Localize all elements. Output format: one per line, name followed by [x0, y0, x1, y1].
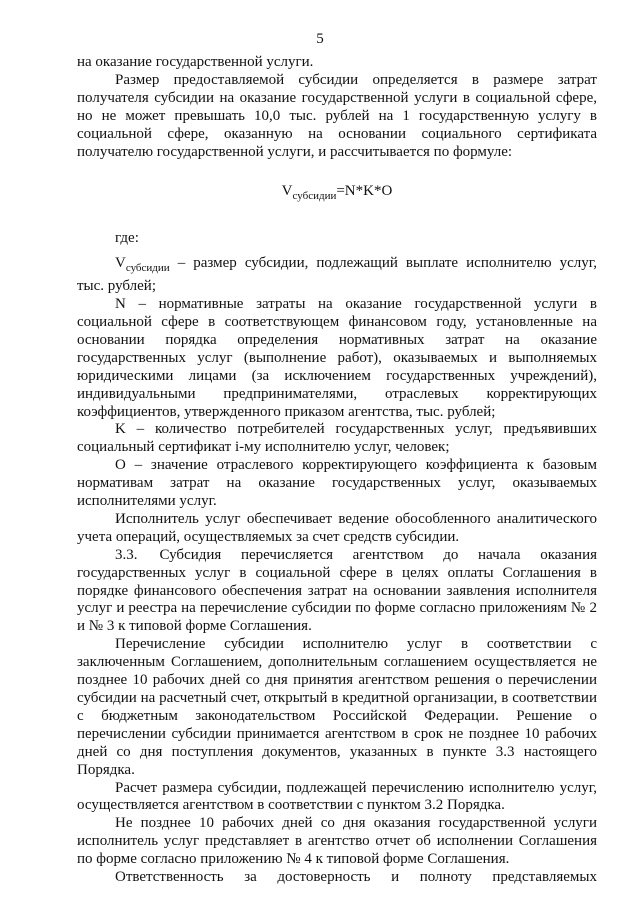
paragraph-transfer: Перечисление субсидии исполнителю услуг в соответствии с заключенным Соглашением, дополнительным соглашением осуществляется не позднее 10 рабочих дней со дня принятия агентством решения о перечислении субсидии на расчетный счет, открытый в кредитной организации, в соответствии с бюджетным законодательством Российской Федерации. Решение о перечислении субсидии принимается агентством в срок не позднее 10 рабочих дней со дня поступления документов, указанных в пункте 3.3 настоящего Порядка.	[77, 636, 597, 778]
definition-v	[77, 255, 597, 296]
definition-n: N – нормативные затраты на оказание государственной услуги в социальной сфере в соответствующем финансовом году, установленные на основании порядка определения нормативных затрат на оказание государственных услуг (выполнение работ), оказываемых и выполняемых юридическими лицами (за исключением государственных учреждений), индивидуальными предпринимателями, отраслевых корректирующих коэффициентов, утвержденного приказом агентства, тыс. рублей;	[77, 296, 597, 420]
clause-number: 3.3.	[115, 546, 138, 563]
definition-v-symbol: V	[115, 255, 126, 272]
where-label: где:	[115, 230, 139, 247]
document-body	[77, 54, 597, 887]
formula-symbol: V	[281, 183, 293, 200]
paragraph-accounting: Исполнитель услуг обеспечивает ведение обособленного аналитического учета операций, осуществляемых за счет средств субсидии.	[77, 510, 597, 545]
paragraph-responsibility: Ответственность за достоверность и полноту представляемых	[115, 869, 597, 886]
paragraph-clause-3-3	[77, 547, 597, 637]
formula-expression: =N*K*O	[336, 183, 393, 200]
clause-text: Субсидия перечисляется агентством до начала оказания государственных услуг в социальной сфере в целях оплаты Соглашения в порядке финансового обеспечения затрат на основании заявления исполнителя услуг и реестра на перечисление субсидии по форме согласно приложениям № 2 и № 3 к типовой форме Соглашения.	[77, 546, 597, 635]
subsidy-formula	[77, 183, 597, 206]
definition-o: O – значение отраслевого корректирующего коэффициента к базовым нормативам затрат на оказание государственных услуг, оказываемых исполнителями услуг.	[77, 457, 597, 510]
paragraph-continuation: на оказание государственной услуги.	[77, 54, 314, 70]
definition-v-text: – размер субсидии, подлежащий выплате исполнителю услуг, тыс. рублей;	[77, 255, 597, 295]
definition-v-subscript: субсидии	[125, 262, 170, 275]
page-number: 5	[316, 31, 324, 47]
paragraph-subsidy-size: Размер предоставляемой субсидии определяется в размере затрат получателя субсидии на оказание государственной услуги в социальной сфере, но не может превышать 10,0 тыс. рублей на 1 государственную услугу в социальной сфере, оказанную на основании социального сертификата получателю государственной услуги, и рассчитывается по формуле:	[77, 71, 597, 160]
formula-subscript: субсидии	[292, 190, 337, 203]
paragraph-calculation: Расчет размера субсидии, подлежащей перечислению исполнителю услуг, осуществляется агентством в соответствии с пунктом 3.2 Порядка.	[77, 779, 597, 814]
paragraph-report: Не позднее 10 рабочих дней со дня оказания государственной услуги исполнитель услуг представляет в агентство отчет об исполнении Соглашения по форме согласно приложению № 4 к типовой форме Соглашения.	[77, 815, 597, 868]
definition-k: K – количество потребителей государственных услуг, предъявивших социальный сертификат i-му исполнителю услуг, человек;	[77, 421, 597, 456]
